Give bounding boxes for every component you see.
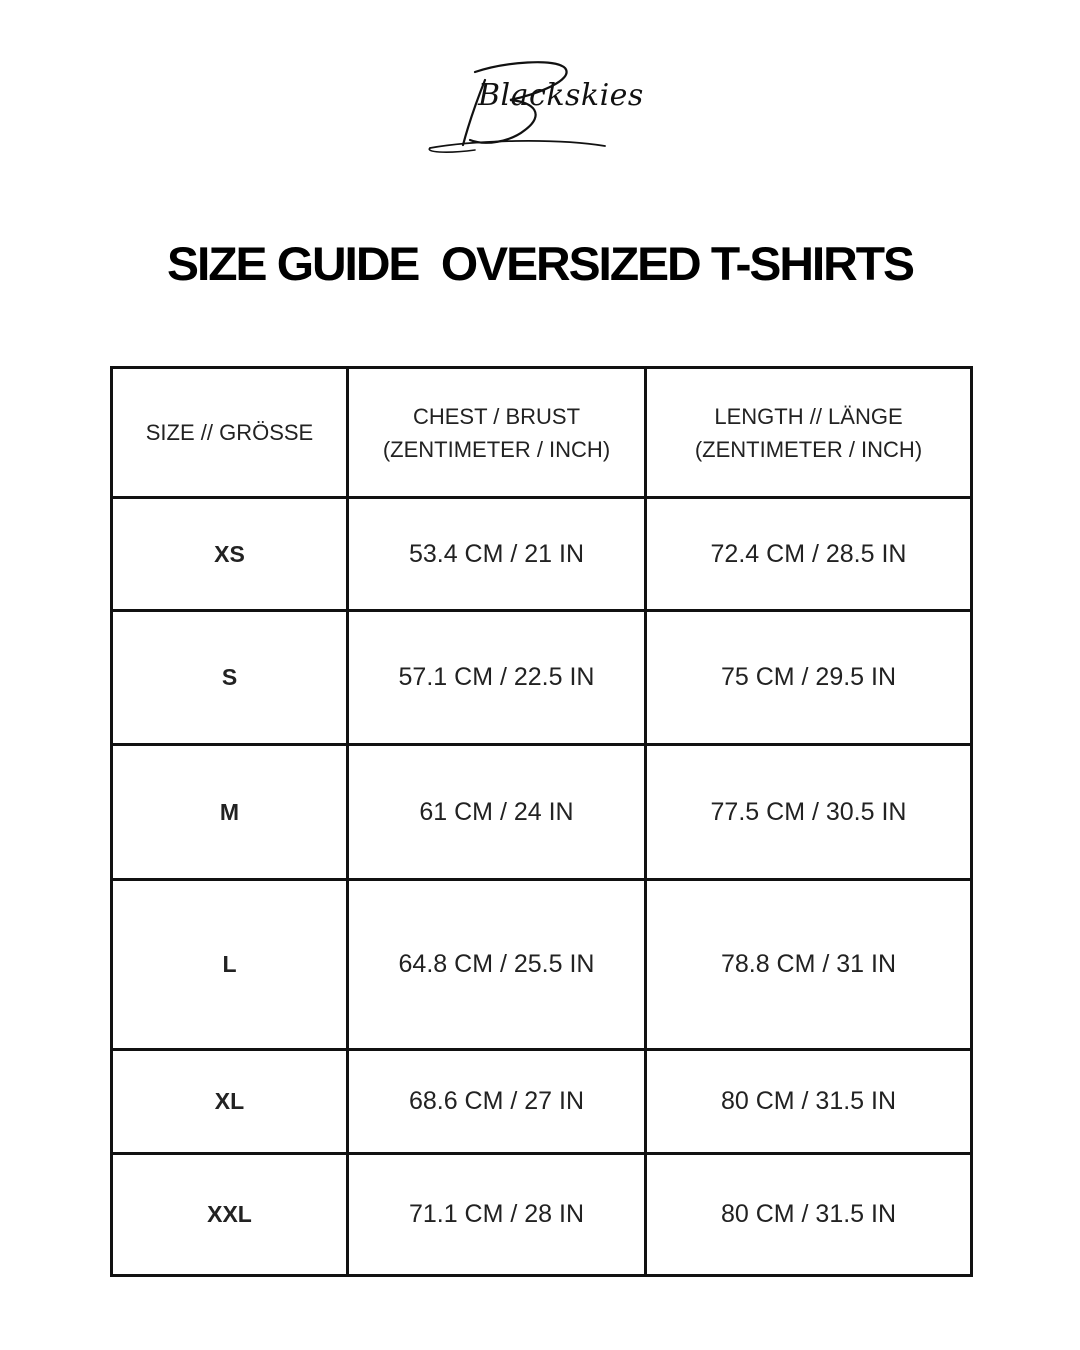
header-length-line1: LENGTH // LÄNGE bbox=[714, 403, 903, 429]
chest-cell: 57.1 CM / 22.5 IN bbox=[348, 611, 646, 745]
chest-cell: 53.4 CM / 21 IN bbox=[348, 498, 646, 611]
header-chest-line1: CHEST / BRUST bbox=[412, 403, 581, 429]
header-length bbox=[646, 368, 972, 498]
header-size bbox=[112, 368, 348, 498]
size-cell: XXL bbox=[112, 1154, 348, 1276]
chest-cell: 61 CM / 24 IN bbox=[348, 745, 646, 880]
table-row bbox=[112, 498, 972, 611]
table-header-row bbox=[112, 368, 972, 498]
size-cell: M bbox=[112, 745, 348, 880]
length-cell: 80 CM / 31.5 IN bbox=[646, 1154, 972, 1276]
header-chest-line2: (ZENTIMETER / INCH) bbox=[382, 436, 611, 462]
header-length-line2: (ZENTIMETER / INCH) bbox=[694, 436, 923, 462]
table-row bbox=[112, 880, 972, 1050]
brand-logo-text: Blackskies bbox=[478, 78, 644, 113]
length-cell: 75 CM / 29.5 IN bbox=[646, 611, 972, 745]
page-title: SIZE GUIDE OVERSIZED T-SHIRTS bbox=[167, 237, 913, 290]
header-chest bbox=[348, 368, 646, 498]
length-cell: 78.8 CM / 31 IN bbox=[646, 880, 972, 1050]
table-row bbox=[112, 611, 972, 745]
table-row bbox=[112, 745, 972, 880]
chest-cell: 64.8 CM / 25.5 IN bbox=[348, 880, 646, 1050]
length-cell: 80 CM / 31.5 IN bbox=[646, 1050, 972, 1154]
chest-cell: 71.1 CM / 28 IN bbox=[348, 1154, 646, 1276]
size-cell: XS bbox=[112, 498, 348, 611]
table-row bbox=[112, 1154, 972, 1276]
length-cell: 77.5 CM / 30.5 IN bbox=[646, 745, 972, 880]
size-cell: S bbox=[112, 611, 348, 745]
table-row bbox=[112, 1050, 972, 1154]
chest-cell: 68.6 CM / 27 IN bbox=[348, 1050, 646, 1154]
length-cell: 72.4 CM / 28.5 IN bbox=[646, 498, 972, 611]
header-size-label: SIZE // GRÖSSE bbox=[145, 420, 314, 445]
size-cell: L bbox=[112, 880, 348, 1050]
size-table bbox=[110, 366, 973, 1277]
size-cell: XL bbox=[112, 1050, 348, 1154]
